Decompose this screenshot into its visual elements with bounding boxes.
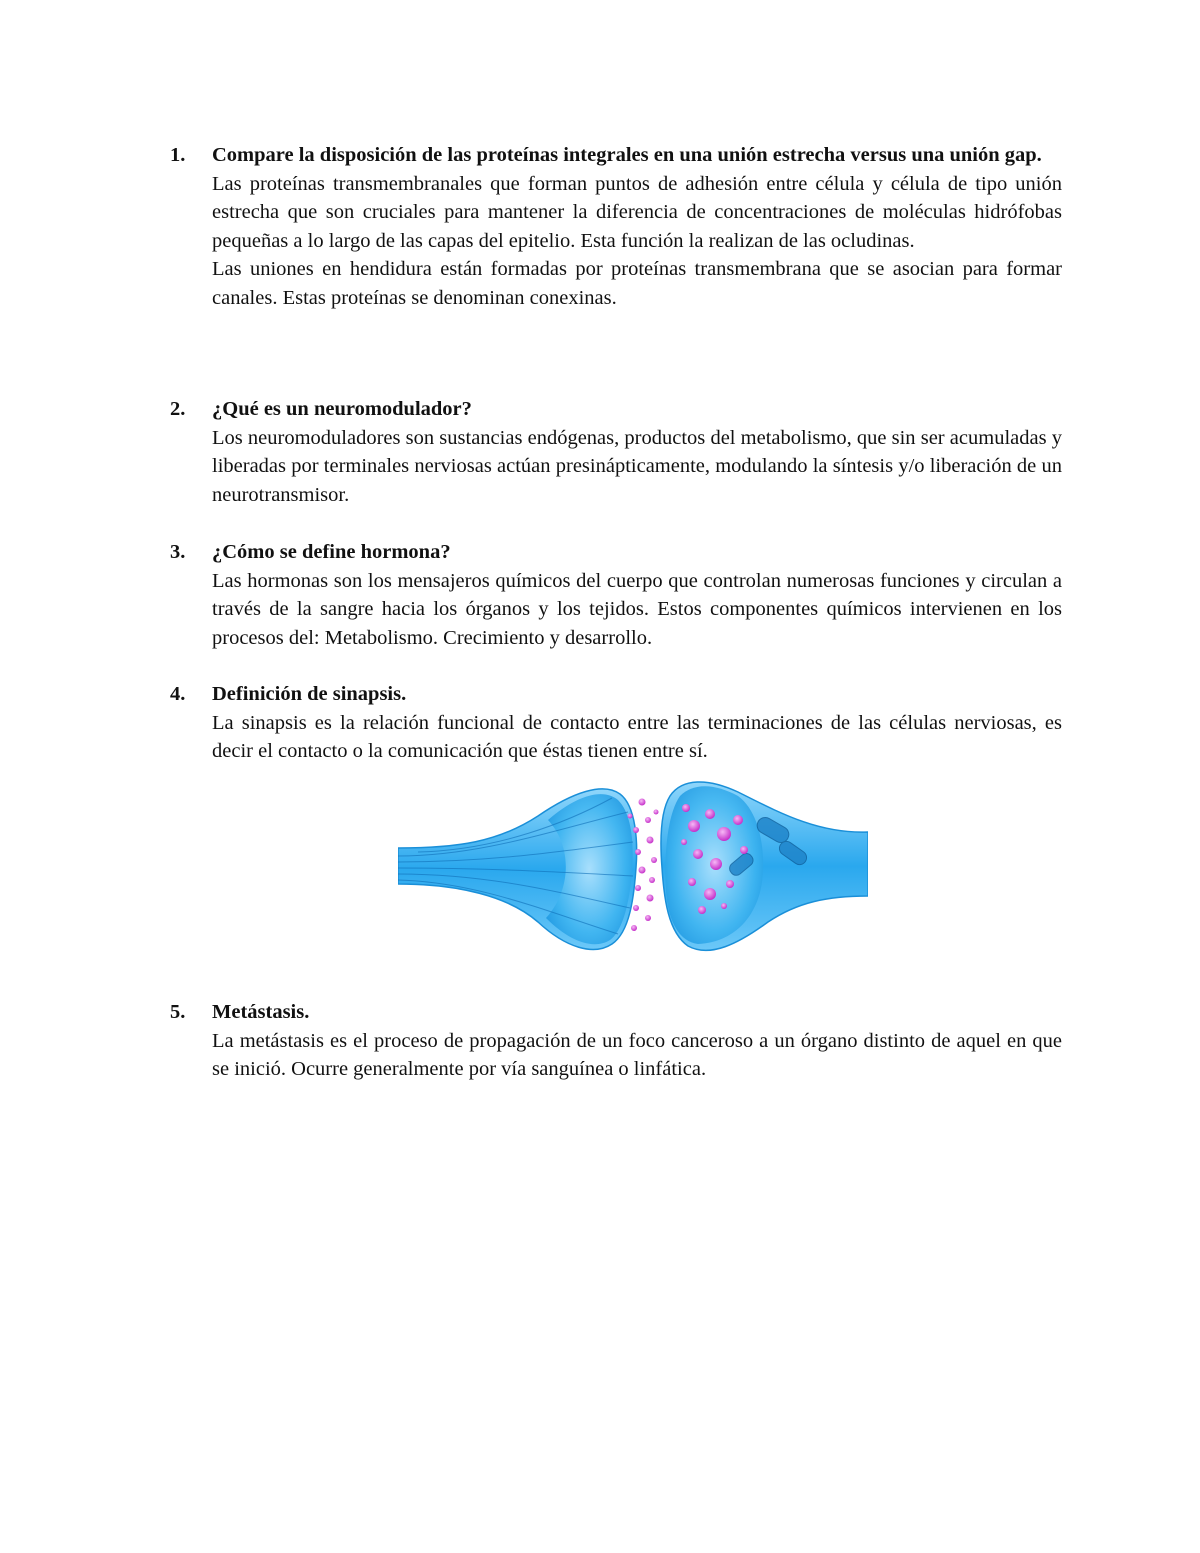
question-item-5 (170, 998, 1062, 1084)
answer-text (212, 709, 1062, 766)
question-text: Metástasis. (212, 1001, 310, 1023)
answer-text (212, 424, 1062, 510)
synapse-illustration (398, 772, 868, 960)
answer-paragraph: La metástasis es el proceso de propagación de un foco canceroso a un órgano distinto de aquel en que se inició. Ocurre generalmente por vía sanguínea o linfática. (212, 1029, 1062, 1081)
answer-paragraph: La sinapsis es la relación funcional de contacto entre las terminaciones de las células nerviosas, es decir el contacto o la comunicación que éstas tienen entre sí. (212, 711, 1062, 763)
answer-text (212, 170, 1062, 313)
question-item-4 (170, 680, 1062, 766)
question-text: ¿Qué es un neuromodulador? (212, 398, 472, 420)
item-number: 5. (170, 1001, 186, 1023)
answer-paragraph: Las proteínas transmembranales que forman puntos de adhesión entre célula y célula de tipo unión estrecha que son cruciales para mantener la diferencia de concentraciones de moléculas hidrófobas pequeñas a lo largo de las capas del epitelio. Esta función la realizan de las ocludinas. (212, 172, 1062, 252)
answer-paragraph: Las hormonas son los mensajeros químicos del cuerpo que controlan numerosas funciones y circulan a través de la sangre hacia los órganos y los tejidos. Estos componentes químicos intervienen en los procesos del: Metabolismo. Crecimiento y desarrollo. (212, 569, 1062, 649)
question-text: Definición de sinapsis. (212, 683, 407, 705)
answer-paragraph: Las uniones en hendidura están formadas por proteínas transmembrana que se asocian para formar canales. Estas proteínas se denominan conexinas. (212, 258, 1062, 309)
question-item-2 (170, 395, 1062, 509)
item-number: 1. (170, 144, 186, 166)
question-text: ¿Cómo se define hormona? (212, 541, 451, 563)
question-item-1 (170, 141, 1062, 313)
question-text: Compare la disposición de las proteínas integrales en una unión estrecha versus una unión gap. (212, 144, 1042, 166)
question-item-3 (170, 538, 1062, 652)
answer-paragraph: Los neuromoduladores son sustancias endógenas, productos del metabolismo, que sin ser acumuladas y liberadas por terminales nerviosas actúan presinápticamente, modulando la síntesis y/o liberación de un neurotransmisor. (212, 426, 1062, 506)
item-number: 4. (170, 683, 186, 705)
item-number: 3. (170, 541, 186, 563)
answer-text (212, 567, 1062, 653)
answer-text (212, 1027, 1062, 1084)
item-number: 2. (170, 398, 186, 420)
